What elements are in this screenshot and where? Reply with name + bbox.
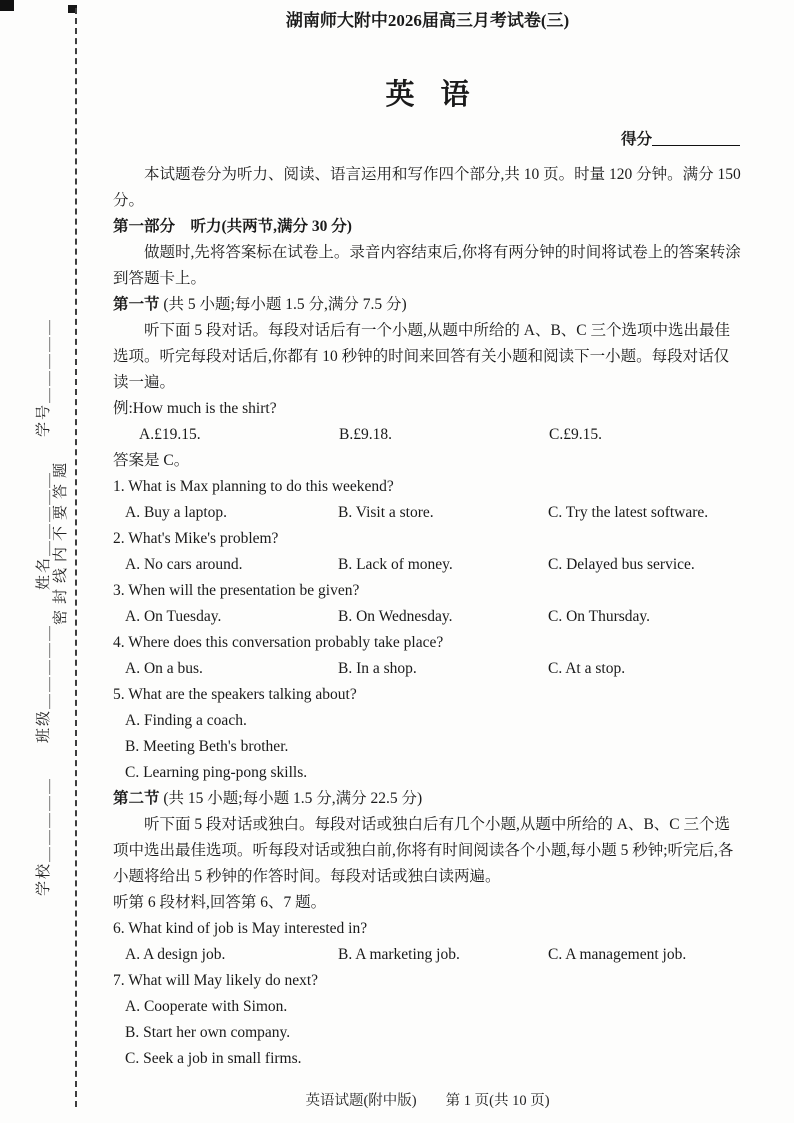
question-1-text: 1. What is Max planning to do this weekend? [113,478,394,495]
example-question: 例:How much is the shirt? [113,400,277,417]
question-4 [113,630,742,682]
section2-label-note: (共 15 小题;每小题 1.5 分,满分 22.5 分) [159,790,423,807]
question-7 [113,968,742,1072]
question-2-options [113,552,742,578]
question-7-option-a: A. Cooperate with Simon. [125,998,288,1015]
section2-instruction: 听下面 5 段对话或独白。每段对话或独白后有几个小题,从题中所给的 A、B、C 三个选项中选出最佳选项。听每段对话或独白前,你将有时间阅读各个小题,每小题 5 秒钟;听完后,各小题将给出 5 秒钟的作答时间。每段对话或独白读两遍。 [113,816,734,885]
question-2-text: 2. What's Mike's problem? [113,530,279,547]
exam-header-title: 湖南师大附中2026届高三月考试卷(三) [285,11,570,30]
section1-label-note: (共 5 小题;每小题 1.5 分,满分 7.5 分) [159,296,407,313]
question-4-text: 4. Where does this conversation probably take place? [113,634,444,651]
question-2 [113,526,742,578]
exam-content [113,8,742,1072]
question-7-options [113,994,742,1072]
page-footer: 英语试题(附中版) 第 1 页(共 10 页) [305,1093,550,1109]
exam-intro: 本试题卷分为听力、阅读、语言运用和写作四个部分,共 10 页。时量 120 分钟。满分 150 分。 [113,166,741,209]
example-answer: 答案是 C。 [113,452,190,469]
question-7-text: 7. What will May likely do next? [113,972,319,989]
question-6-options [113,942,742,968]
question-6 [113,916,742,968]
question-4-option-c: C. At a stop. [548,660,626,677]
section2-heading [113,786,742,812]
question-2-option-c: C. Delayed bus service. [548,556,695,573]
question-3-option-a: A. On Tuesday. [125,608,222,625]
question-3-option-c: C. On Thursday. [548,608,651,625]
section2-label: 第二节 [113,790,160,807]
section1-instruction: 听下面 5 段对话。每段对话后有一个小题,从题中所给的 A、B、C 三个选项中选出最佳选项。听完每段对话后,你都有 10 秒钟的时间来回答有关小题和阅读下一小题。每段对话仅读一遍。 [113,322,730,391]
question-1-option-c: C. Try the latest software. [548,504,709,521]
score-blank [652,129,740,146]
question-3 [113,578,742,630]
question-5-options [113,708,742,786]
part1-heading: 第一部分 听力(共两节,满分 30 分) [113,218,352,235]
question-3-text: 3. When will the presentation be given? [113,582,360,599]
example-option-b: B.£9.18. [339,426,392,443]
question-6-option-a: A. A design job. [125,946,226,963]
section1-label: 第一节 [113,296,160,313]
scan-corner-mark [0,0,14,11]
example-options [113,422,742,448]
question-1-options [113,500,742,526]
seal-warning-text: 密封线内不要答题 [53,457,69,626]
question-5 [113,682,742,786]
question-2-option-a: A. No cars around. [125,556,243,573]
question-5-option-c: C. Learning ping-pong skills. [125,764,308,781]
part1-note: 做题时,先将答案标在试卷上。录音内容结束后,你将有两分钟的时间将试卷上的答案转涂到答题卡上。 [113,244,741,287]
question-1 [113,474,742,526]
question-4-option-a: A. On a bus. [125,660,203,677]
question-4-options [113,656,742,682]
question-2-option-b: B. Lack of money. [338,556,453,573]
question-6-option-c: C. A management job. [548,946,687,963]
score-label: 得分 [620,131,652,148]
question-3-option-b: B. On Wednesday. [338,608,453,625]
example-option-c: C.£9.15. [549,426,602,443]
section1-heading [113,292,742,318]
question-1-option-b: B. Visit a store. [338,504,434,521]
question-6-text: 6. What kind of job is May interested in? [113,920,368,937]
question-7-option-c: C. Seek a job in small firms. [125,1050,302,1067]
question-6-option-b: B. A marketing job. [338,946,460,963]
question-5-option-b: B. Meeting Beth's brother. [125,738,289,755]
question-5-text: 5. What are the speakers talking about? [113,686,357,703]
question-3-options [113,604,742,630]
example-option-a: A.£19.15. [139,426,201,443]
seal-dashed-line [75,8,77,1107]
seal-student-info: 学校＿＿＿＿＿ 班级＿＿＿＿＿ 姓名＿＿＿＿＿ 学号＿＿＿＿＿ [36,318,52,897]
question-1-option-a: A. Buy a laptop. [125,504,228,521]
subject-title: 英语 [385,79,496,111]
question-5-option-a: A. Finding a coach. [125,712,247,729]
question-4-option-b: B. In a shop. [338,660,417,677]
question-7-option-b: B. Start her own company. [125,1024,291,1041]
score-line [113,128,742,152]
material6-note: 听第 6 段材料,回答第 6、7 题。 [113,894,327,911]
